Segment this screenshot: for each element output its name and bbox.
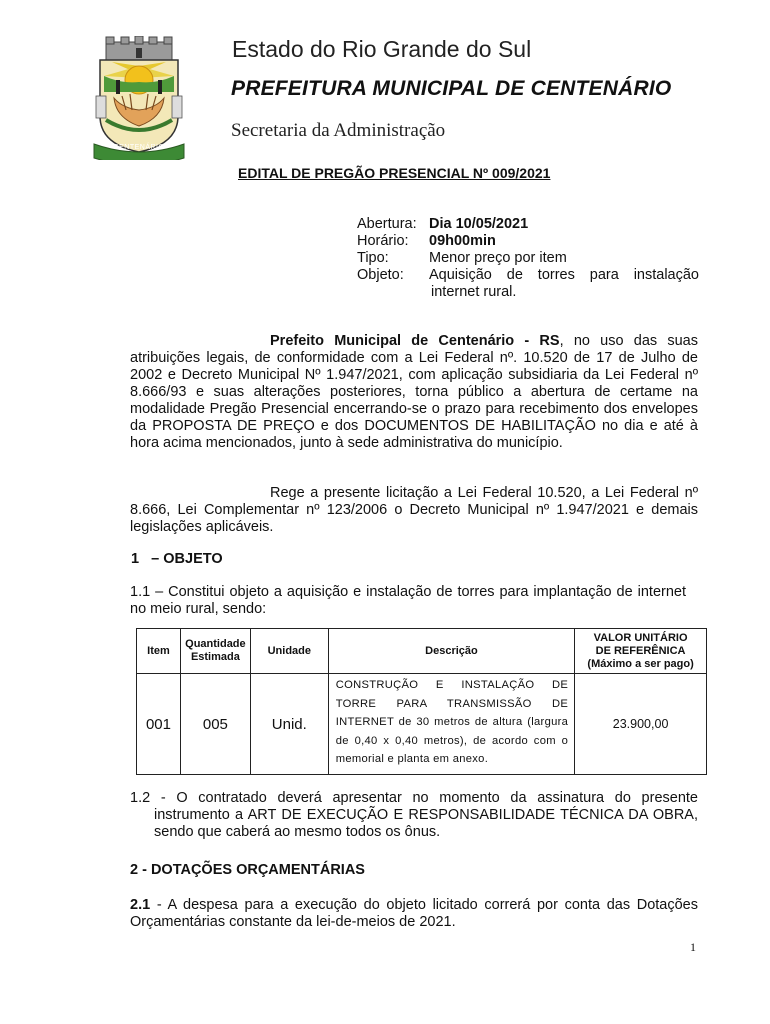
col-header-value [575,629,707,674]
item-1-2-rest: instrumento a ART DE EXECUÇÃO E RESPONSABILIDADE TÉCNICA DA OBRA, sendo que caberá ao mesmo todos os ônus. [154,807,698,840]
col-header-quantity: Quantidade Estimada [180,629,250,674]
opening-value: Dia 10/05/2021 [429,216,529,232]
prefecture-title: PREFEITURA MUNICIPAL DE CENTENÁRIO [231,77,672,100]
item-2-1 [130,897,698,931]
section-1-heading [131,551,223,567]
item-1-1: 1.1 – Constitui objeto a aquisição e instalação de torres para implantação de internet no meio rural, sendo: [130,584,686,617]
object-row-cont [357,284,701,301]
state-name: Estado do Rio Grande do Sul [232,36,532,62]
time-row [357,233,701,250]
opening-label: Abertura: [357,216,417,232]
item-1-2 [130,790,698,841]
object-value-line2: internet rural. [431,284,517,300]
col-header-value-line3: (Máximo a ser pago) [587,657,694,670]
intro-paragraph [130,333,698,452]
object-row [357,267,701,284]
cell-quantity: 005 [180,674,250,775]
cell-unit: Unid. [250,674,328,775]
item-2-1-number: 2.1 [130,897,151,913]
type-label: Tipo: [357,250,389,266]
table-row [137,674,707,775]
municipal-crest [92,36,186,160]
col-header-item: Item [137,629,181,674]
col-header-value-line1: VALOR UNITÁRIO [593,631,688,644]
intro-text: , no uso das suas atribuições legais, de conformidade com a Lei Federal nº. 10.520 de 17 de Julho de 2002 e Decreto Municipal Nº 1.947/2021, com aplicação subsidiaria da Lei Federal nº 8.666/93 e suas alterações posteriores, torna público a abertura de certame na modalidade Pregão Presencial encerrando-se o prazo para recebimento dos envelopes da PROPOSTA DE PREÇO e dos DOCUMENTOS DE HABILITAÇÃO no dia e até à hora acima mencionados, junto à sede administrativa do município. [130,333,698,451]
table-header-row [137,629,707,674]
intro-bold-lead: Prefeito Municipal de Centenário - RS [270,333,560,349]
time-value: 09h00min [429,233,496,249]
object-label: Objeto: [357,267,404,283]
opening-row [357,216,701,233]
items-table [136,628,707,775]
document-title: EDITAL DE PREGÃO PRESENCIAL Nº 009/2021 [238,165,551,181]
type-row [357,250,701,267]
object-value-line1: Aquisição de torres para instalação [429,267,699,283]
type-value: Menor preço por item [429,250,567,266]
cell-description: CONSTRUÇÃO E INSTALAÇÃO DE TORRE PARA TRANSMISSÃO DE INTERNET de 30 metros de altura (largura de 0,40 x 0,40 metros), de acordo com o memorial e planta em anexo. [328,674,574,775]
cell-value: 23.900,00 [575,674,707,775]
time-label: Horário: [357,233,409,249]
col-header-value-line2: DE REFERÊNICA [595,644,686,657]
section-2-heading: 2 - DOTAÇÕES ORÇAMENTÁRIAS [130,862,365,878]
law-text: Rege a presente licitação a Lei Federal 10.520, a Lei Federal nº 8.666, Lei Complementar nº 123/2006 o Decreto Municipal nº 1.947/2021 e demais legislações aplicáveis. [130,485,698,535]
col-header-unit: Unidade [250,629,328,674]
crest-caption: CENTENÁRIO [113,144,165,151]
item-1-2-lead: 1.2 - O contratado deverá apresentar no momento da assinatura do presente [130,790,698,806]
page-number: 1 [690,940,696,954]
cell-item: 001 [137,674,181,775]
item-2-1-text: - A despesa para a execução do objeto licitado correrá por conta das Dotações Orçamentárias constante da lei-de-meios de 2021. [130,897,698,930]
col-header-description: Descrição [328,629,574,674]
section-1-number: 1 [131,551,140,567]
law-paragraph [130,485,698,536]
section-1-title: – OBJETO [151,551,223,567]
department-name: Secretaria da Administração [231,120,446,141]
crest-emblem-icon [92,36,186,160]
notice-info-block [357,216,701,301]
